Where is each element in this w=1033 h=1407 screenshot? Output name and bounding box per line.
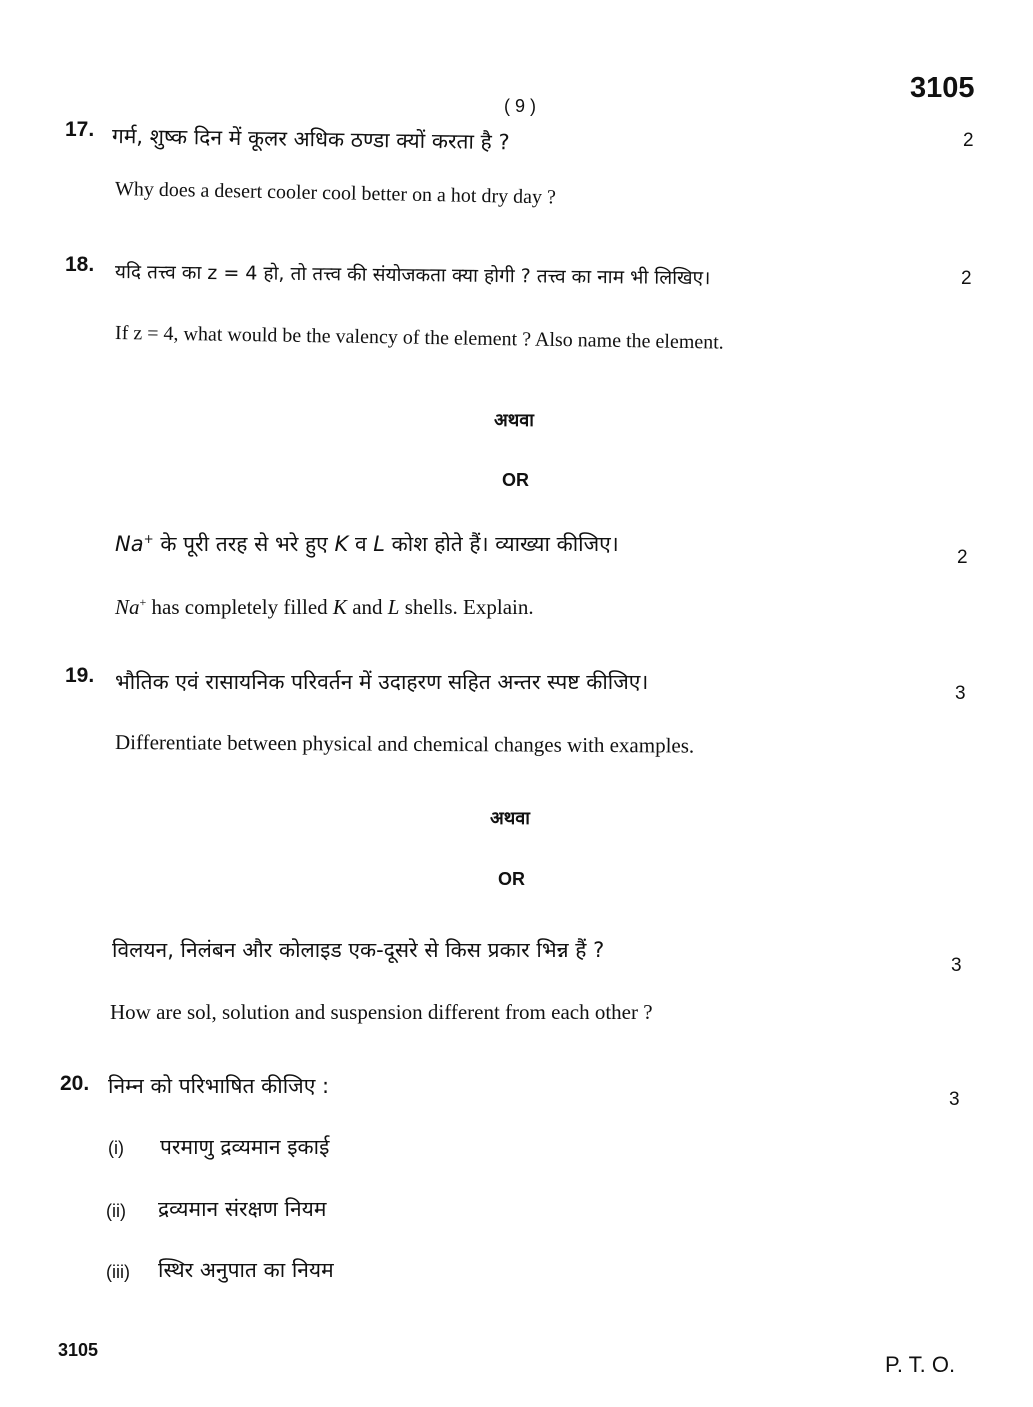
question-number: 18. — [65, 253, 95, 276]
sub-item-label: (i) — [108, 1138, 124, 1158]
alternate-question-english: How are sol, solution and suspension different from each other ? — [110, 1000, 653, 1024]
alternate-question-hindi: Na+ के पूरी तरह से भरे हुए K व L कोश होते हैं। व्याख्या कीजिए। — [115, 532, 619, 556]
question-hindi: भौतिक एवं रासायनिक परिवर्तन में उदाहरण सहित अन्तर स्पष्ट कीजिए। — [115, 670, 649, 694]
or-hindi: अथवा — [494, 410, 534, 431]
sub-item-text: स्थिर अनुपात का नियम — [158, 1258, 334, 1282]
question-hindi: यदि तत्त्व का z = 4 हो, तो तत्त्व की संयोजकता क्या होगी ? तत्त्व का नाम भी लिखिए। — [114, 261, 711, 290]
question-hindi: निम्न को परिभाषित कीजिए : — [108, 1074, 330, 1098]
alternate-question-hindi: विलयन, निलंबन और कोलाइड एक-दूसरे से किस प्रकार भिन्न हैं ? — [112, 938, 605, 962]
page-number: ( 9 ) — [504, 96, 537, 116]
question-number: 19. — [65, 664, 95, 687]
question-marks: 2 — [961, 268, 972, 289]
question-english: Differentiate between physical and chemical changes with examples. — [114, 730, 695, 758]
question-hindi: गर्म, शुष्क दिन में कूलर अधिक ठण्डा क्यों करता है ? — [111, 124, 510, 155]
question-marks: 3 — [951, 955, 962, 976]
question-number: 20. — [60, 1072, 90, 1095]
or-hindi: अथवा — [490, 808, 530, 829]
or-english: OR — [502, 470, 529, 490]
paper-code-header: 3105 — [910, 72, 975, 104]
question-english: Why does a desert cooler cool better on a hot dry day ? — [114, 178, 557, 209]
or-english: OR — [498, 869, 525, 889]
sub-item-label: (iii) — [106, 1262, 130, 1282]
sub-item-text: परमाणु द्रव्यमान इकाई — [160, 1135, 330, 1159]
pto-label: P. T. O. — [885, 1352, 956, 1377]
question-marks: 2 — [957, 547, 968, 568]
alternate-question-english: Na+ has completely filled K and L shells. Explain. — [115, 595, 534, 619]
sub-item-text: द्रव्यमान संरक्षण नियम — [158, 1197, 327, 1221]
question-marks: 2 — [963, 130, 974, 151]
sub-item-label: (ii) — [106, 1201, 126, 1221]
question-number: 17. — [65, 118, 95, 141]
paper-code-footer: 3105 — [58, 1340, 99, 1360]
question-marks: 3 — [949, 1089, 960, 1110]
question-marks: 3 — [955, 683, 966, 704]
question-english: If z = 4, what would be the valency of the element ? Also name the element. — [114, 322, 724, 354]
